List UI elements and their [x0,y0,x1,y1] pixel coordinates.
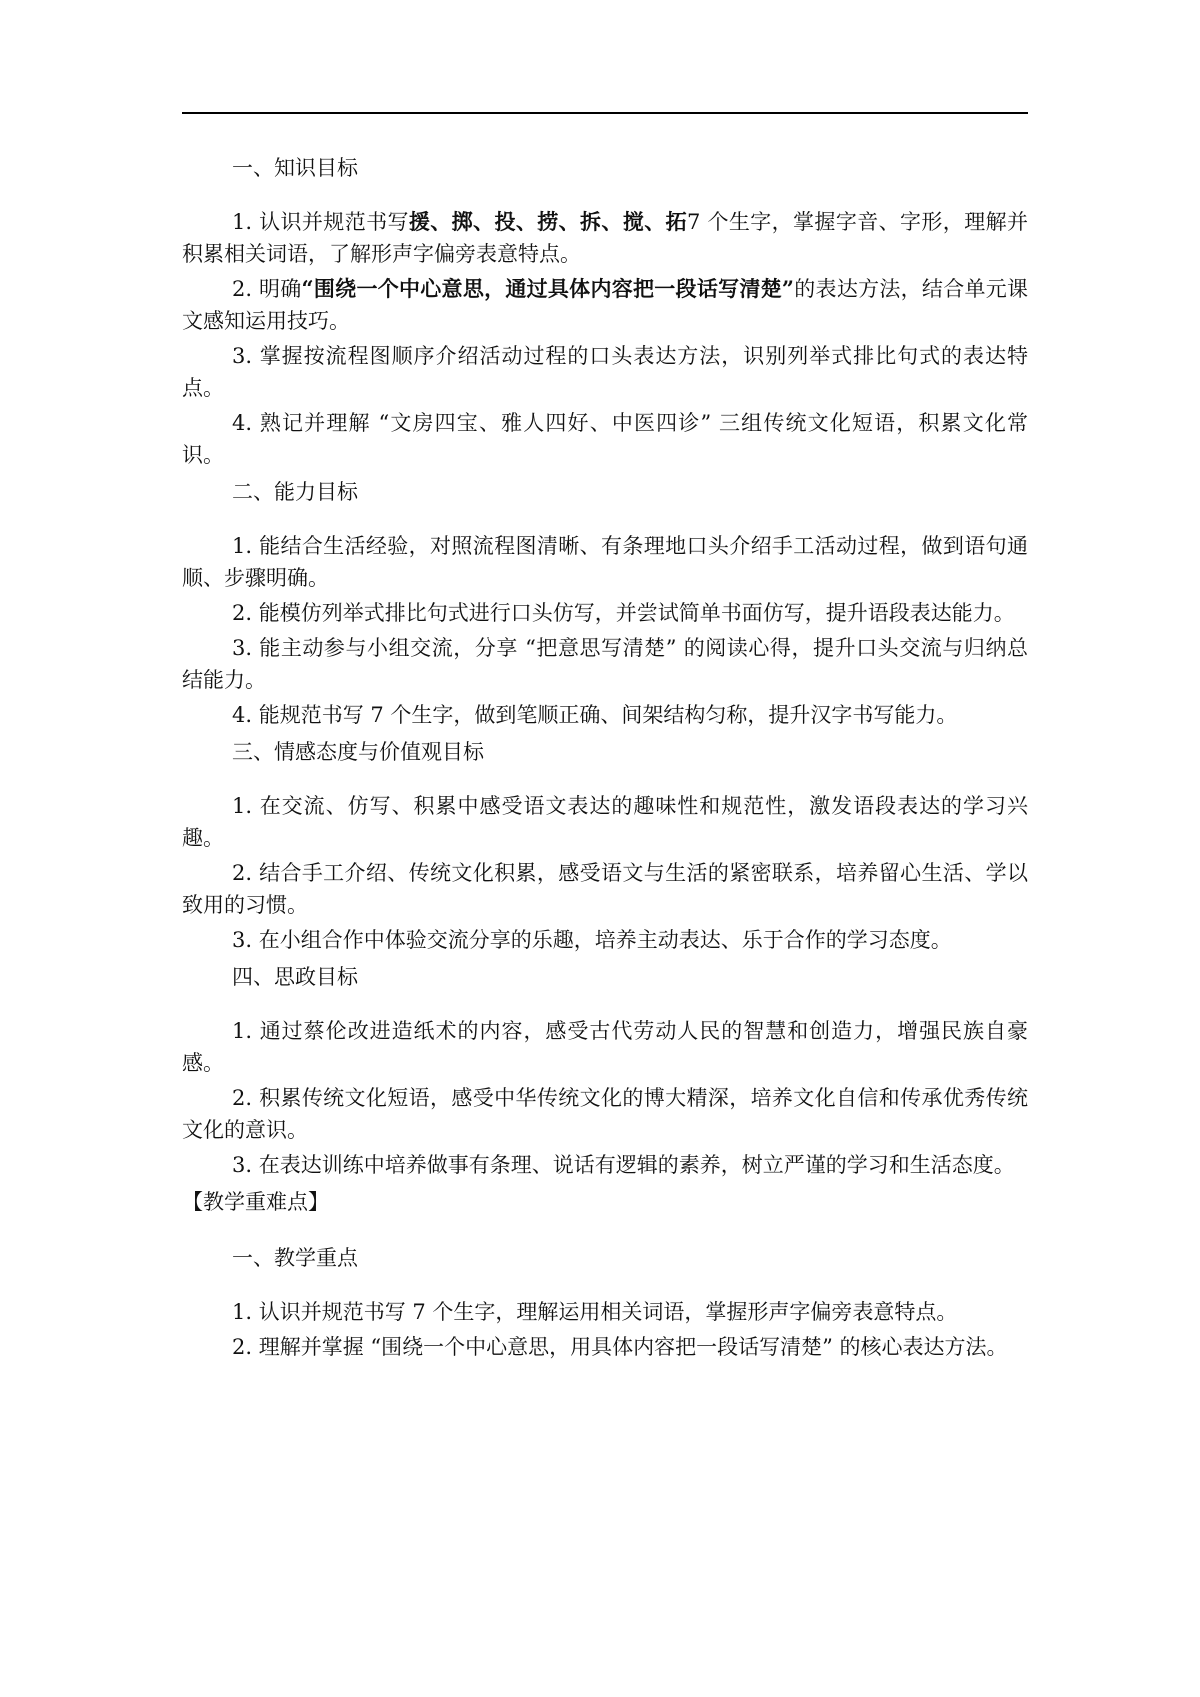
list-item: 2. 结合手工介绍、传统文化积累，感受语文与生活的紧密联系，培养留心生活、学以致用的习惯。 [182,861,1028,917]
section-heading-ideology: 四、思政目标 [232,965,358,989]
list-item: 1. 通过蔡伦改进造纸术的内容，感受古代劳动人民的智慧和创造力，增强民族自豪感。 [182,1019,1028,1075]
list-item: 3. 在表达训练中培养做事有条理、说话有逻辑的素养，树立严谨的学习和生活态度。 [232,1153,1015,1177]
section-items-key-points [182,1296,1028,1363]
section-items-ability [182,530,1028,731]
list-item: 4. 熟记并理解 “文房四宝、雅人四好、中医四诊” 三组传统文化短语，积累文化常识。 [182,411,1028,467]
section-heading-ability: 二、能力目标 [232,480,358,504]
list-item: 2. 理解并掌握 “围绕一个中心意思，用具体内容把一段话写清楚” 的核心表达方法。 [232,1335,1008,1359]
document-body [182,152,1028,1368]
list-item: 2. 积累传统文化短语，感受中华传统文化的博大精深，培养文化自信和传承优秀传统文化的意识。 [182,1086,1028,1142]
section-heading-key-points: 一、教学重点 [232,1246,358,1270]
section-items-knowledge [182,206,1028,471]
list-item: 4. 能规范书写 7 个生字，做到笔顺正确、间架结构匀称，提升汉字书写能力。 [232,703,958,727]
list-item: 3. 掌握按流程图顺序介绍活动过程的口头表达方法，识别列举式排比句式的表达特点。 [182,344,1028,400]
list-item: 2. 明确“围绕一个中心意思，通过具体内容把一段话写清楚”的表达方法，结合单元课文感知运用技巧。 [182,276,1029,333]
section-items-ideology [182,1015,1028,1181]
list-item: 1. 在交流、仿写、积累中感受语文表达的趣味性和规范性，激发语段表达的学习兴趣。 [182,794,1028,850]
list-item: 1. 认识并规范书写援、掷、投、捞、拆、搅、拓7 个生字，掌握字音、字形，理解并积累相关词语，了解形声字偏旁表意特点。 [182,209,1028,266]
header-rule [182,112,1028,114]
key-points-title: 【教学重难点】 [182,1190,329,1214]
section-heading-emotion: 三、情感态度与价值观目标 [232,740,484,764]
list-item: 2. 能模仿列举式排比句式进行口头仿写，并尝试简单书面仿写，提升语段表达能力。 [232,601,1015,625]
list-item: 1. 认识并规范书写 7 个生字，理解运用相关词语，掌握形声字偏旁表意特点。 [232,1300,958,1324]
list-item: 3. 能主动参与小组交流，分享 “把意思写清楚” 的阅读心得，提升口头交流与归纳总结能力。 [182,636,1028,692]
section-items-emotion [182,790,1028,956]
section-heading-knowledge: 一、知识目标 [232,156,358,180]
list-item: 1. 能结合生活经验，对照流程图清晰、有条理地口头介绍手工活动过程，做到语句通顺、步骤明确。 [182,534,1028,590]
list-item: 3. 在小组合作中体验交流分享的乐趣，培养主动表达、乐于合作的学习态度。 [232,928,952,952]
